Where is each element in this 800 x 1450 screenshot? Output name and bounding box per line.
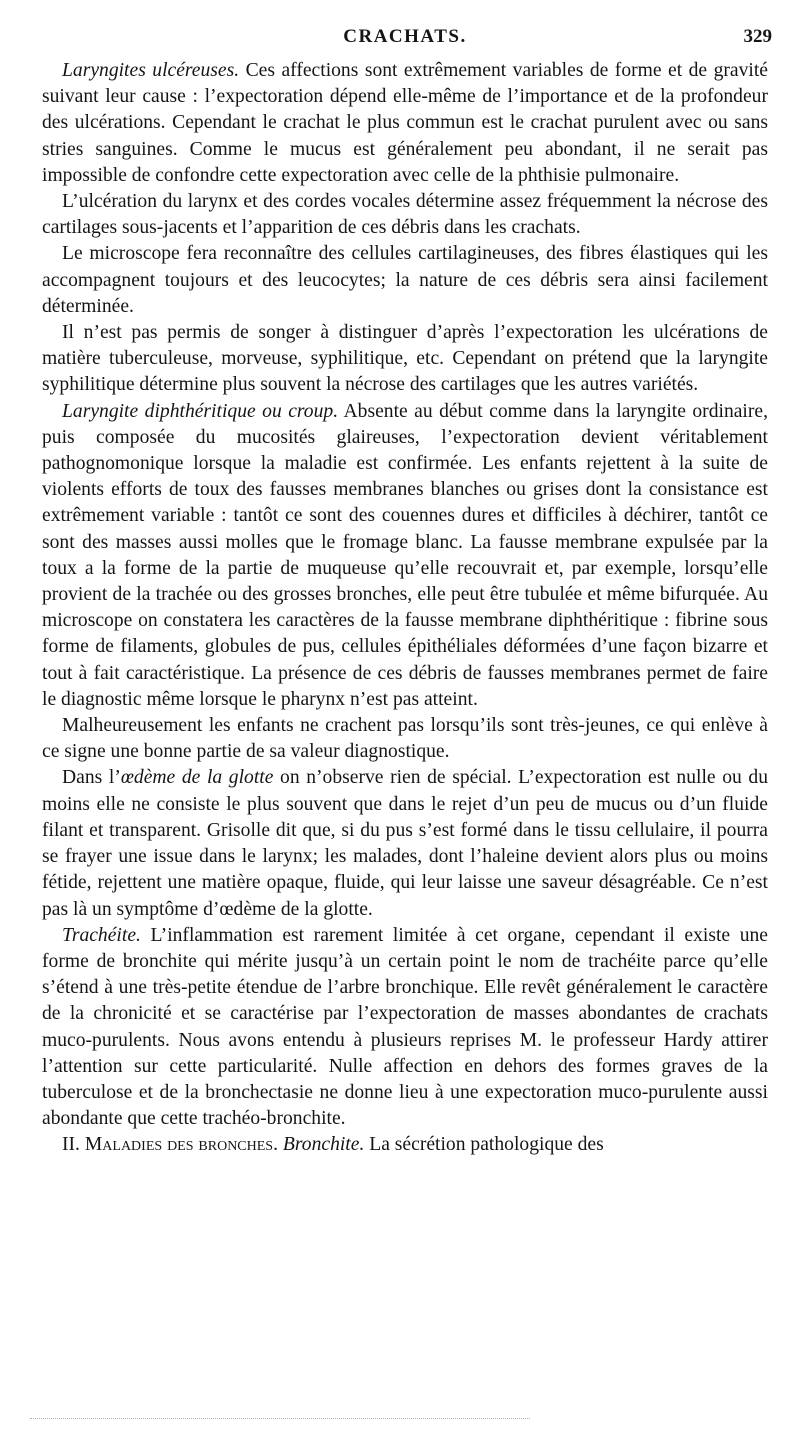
paragraph-oedeme-glotte <box>42 765 768 922</box>
paragraph-text: Le microscope fera reconnaître des cellules cartilagineuses, des fibres élastiques qui les accompagnent toujours et des leucocytes; la nature de ces débris sera ainsi facilement déterminée. <box>42 243 768 317</box>
paragraph-heading: Laryngite diphthéritique ou croup. <box>62 400 339 422</box>
paragraph-text: Malheureusement les enfants ne crachent pas lorsqu’ils sont très-jeunes, ce qui enlève à ce signe une bonne partie de sa valeur diagnostique. <box>42 715 768 763</box>
paragraph-text: L’inflammation est rarement limitée à cet organe, cependant il existe une forme de bronchite qui mérite jusqu’à un certain point le nom de trachéite parce qu’elle s’étend à une très-petite étendue de l’arbre bronchique. Elle revêt généralement le caractère de la chronicité et se caractérise par l’expectoration de masses abondantes de crachats muco-purulents. Nous avons entendu à plusieurs reprises M. le professeur Hardy attirer l’attention sur cette particularité. Nulle affection en dehors des formes graves de la tuberculose et de la bronchectasie ne donne lieu à une expectoration muco-purulente aussi abondante que cette trachéo-bronchite. <box>42 924 768 1130</box>
paragraph-heading: Trachéite. <box>62 924 141 946</box>
paragraph-text: Ces affections sont extrêmement variables de forme et de gravité suivant leur cause : l’expectoration dépend elle-même de l’importance et de la profondeur des ulcérations. Cependant le crachat le plus commun est le crachat purulent avec ou sans stries sanguines. Comme le mucus est généralement peu abondant, il ne serait pas impossible de confondre cette expectoration avec celle de la phthisie pulmonaire. <box>42 60 768 186</box>
page-number: 329 <box>743 26 772 47</box>
paragraph-text: L’ulcération du larynx et des cordes vocales détermine assez fréquemment la nécrose des cartilages sous-jacents et l’apparition de ces débris dans les crachats. <box>42 191 768 239</box>
paragraph-text: Absente au début comme dans la laryngite ordinaire, puis composée du mucosités glaireuses, l’expectoration devient véritablement pathognomonique lorsque la maladie est confirmée. Les enfants rejettent à la suite de violents efforts de toux des fausses membranes blanches ou grises dont la consistance est extrêmement variable : tantôt ce sont des couennes dures et difficiles à déchirer, tantôt ce sont des masses aussi molles que le fromage blanc. La fausse membrane expulsée par la toux a la forme de la partie de muqueuse qu’elle recouvrait et, par exemple, lorsqu’elle provient de la trachée ou des grosses bronches, elle peut être tubulée et même bifurquée. Au microscope on constatera les caractères de la fausse membrane diphthéritique : fibrine sous forme de filaments, globules de pus, cellules épithéliales déformées d’une façon bizarre et tout à fait caractéristique. La présence de ces débris de fausses membranes permet de faire le diagnostic même lorsque le pharynx n’est pas atteint. <box>42 400 769 710</box>
paragraph-text: La sécrétion pathologique des <box>364 1134 604 1156</box>
paragraph-heading: Laryngites ulcéreuses. <box>62 60 240 81</box>
page-title: CRACHATS. <box>343 26 467 47</box>
paragraph-text: on n’observe rien de spécial. L’expectoration est nulle ou du moins elle ne consiste le plus souvent que dans le rejet d’un peu de mucus ou d’un fluide filant et transparent. Grisolle dit que, si du pus s’est formé dans le tissu cellulaire, il pourra se frayer une issue dans le larynx; les malades, dont l’haleine devient alors plus ou moins fétide, rejettent une matière opaque, fluide, qui leur laisse une saveur désagréable. Ce n’est pas là un symptôme d’œdème de la glotte. <box>42 767 768 920</box>
scan-noise-line <box>30 1418 530 1421</box>
paragraph-distinction <box>42 320 768 399</box>
running-header <box>42 26 772 58</box>
paragraph-text: Il n’est pas permis de songer à distinguer d’après l’expectoration les ulcérations de matière tuberculeuse, morveuse, syphilitique, etc. Cependant on prétend que la laryngite syphilitique détermine plus souvent la nécrose des cartilages que les autres variétés. <box>42 322 768 396</box>
body-text <box>42 58 768 1159</box>
paragraph-tracheite <box>42 923 768 1133</box>
paragraph-enfants <box>42 713 768 765</box>
paragraph-ulceration <box>42 189 768 241</box>
book-page <box>42 26 772 1159</box>
paragraph-microscope <box>42 241 768 320</box>
paragraph-bronches <box>42 1132 768 1158</box>
section-number: II. <box>62 1134 80 1156</box>
paragraph-prefix: Dans l’ <box>62 767 121 789</box>
paragraph-italic-term: œdème de la glotte <box>120 767 274 789</box>
paragraph-croup <box>42 399 768 713</box>
paragraph-laryngites-ulcereuses <box>42 58 768 189</box>
section-title: Maladies des bronches. <box>84 1134 278 1156</box>
paragraph-heading: Bronchite. <box>282 1134 365 1156</box>
